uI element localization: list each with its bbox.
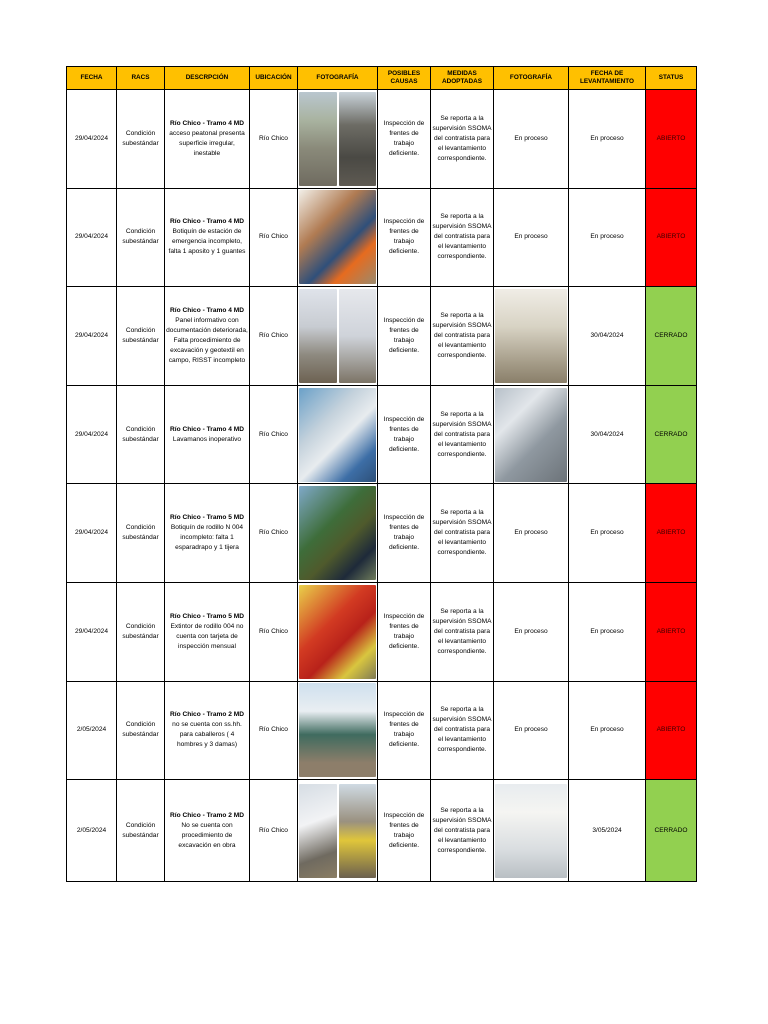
desc-title: Río Chico - Tramo 2 MD (169, 711, 244, 719)
evidence-photo (299, 683, 376, 777)
cell-fecha-levantamiento: 3/05/2024 (569, 780, 646, 882)
cell-fecha-levantamiento: 30/04/2024 (569, 385, 646, 484)
cell-fotografia (298, 385, 378, 484)
cell-fecha-levantamiento: En proceso (569, 90, 646, 189)
evidence-photo (299, 784, 337, 878)
cell-medidas: Se reporta a la supervisión SSOMA del contratista para el levantamiento correspondiente. (431, 188, 494, 287)
cell-fotografia (298, 287, 378, 386)
header-ubicacion: UBICACIÓN (250, 67, 298, 90)
closure-photo (495, 388, 567, 482)
evidence-photo (339, 289, 377, 383)
cell-descripcion (165, 90, 250, 189)
table-row (67, 780, 697, 882)
header-fotografia-levantamiento: FOTOGRAFÍA (494, 67, 569, 90)
cell-fecha: 2/05/2024 (67, 681, 117, 780)
cell-fotografia-levantamiento (494, 582, 569, 681)
status-badge: ABIERTO (646, 90, 697, 189)
cell-fecha-levantamiento: En proceso (569, 484, 646, 583)
desc-title: Río Chico - Tramo 4 MD (169, 306, 244, 314)
cell-causas: Inspección de frentes de trabajo deficiente. (378, 681, 431, 780)
cell-fotografia (298, 681, 378, 780)
cell-ubicacion: Río Chico (250, 287, 298, 386)
cell-ubicacion: Río Chico (250, 780, 298, 882)
cell-ubicacion: Río Chico (250, 484, 298, 583)
cell-causas: Inspección de frentes de trabajo deficiente. (378, 582, 431, 681)
evidence-photo (339, 784, 377, 878)
cell-causas: Inspección de frentes de trabajo deficiente. (378, 90, 431, 189)
desc-text: Botiquín de rodillo N 004 incompleto: falta 1 esparadrapo y 1 tijera (170, 524, 244, 552)
cell-fotografia (298, 90, 378, 189)
status-badge: CERRADO (646, 287, 697, 386)
cell-racs: Condición subestándar (117, 90, 165, 189)
header-fecha-levantamiento: FECHA DE LEVANTAMIENTO (569, 67, 646, 90)
status-badge: ABIERTO (646, 484, 697, 583)
cell-fotografia-levantamiento (494, 90, 569, 189)
cell-ubicacion: Río Chico (250, 385, 298, 484)
status-badge: CERRADO (646, 780, 697, 882)
cell-fotografia-levantamiento (494, 484, 569, 583)
cell-medidas: Se reporta a la supervisión SSOMA del contratista para el levantamiento correspondiente. (431, 582, 494, 681)
cell-causas: Inspección de frentes de trabajo deficiente. (378, 484, 431, 583)
cell-fecha-levantamiento: 30/04/2024 (569, 287, 646, 386)
cell-medidas: Se reporta a la supervisión SSOMA del contratista para el levantamiento correspondiente. (431, 484, 494, 583)
closure-photo (495, 289, 567, 383)
header-fotografia: FOTOGRAFÍA (298, 67, 378, 90)
cell-causas: Inspección de frentes de trabajo deficiente. (378, 780, 431, 882)
desc-title: Río Chico - Tramo 4 MD (169, 218, 244, 226)
table-row (67, 385, 697, 484)
cell-fotografia-levantamiento (494, 385, 569, 484)
header-medidas-adoptadas: MEDIDAS ADOPTADAS (431, 67, 494, 90)
evidence-photo (339, 92, 377, 186)
table-row (67, 188, 697, 287)
desc-title: Río Chico - Tramo 2 MD (169, 811, 244, 819)
foto-levantamiento-text: En proceso (514, 233, 548, 241)
desc-text: Lavamanos inoperativo (172, 435, 242, 443)
cell-fotografia (298, 484, 378, 583)
evidence-photo (299, 289, 337, 383)
desc-title: Río Chico - Tramo 4 MD (169, 119, 244, 127)
desc-text: Panel informativo con documentación deteriorada, Falta procedimiento de excavación y geotextil en campo, RISST incompleto (166, 316, 248, 364)
desc-text: no se cuenta con ss.hh. para caballeros ( 4 hombres y 3 damas) (172, 721, 242, 749)
table-row (67, 90, 697, 189)
desc-title: Río Chico - Tramo 5 MD (169, 514, 244, 522)
cell-fotografia-levantamiento (494, 287, 569, 386)
desc-text: acceso peatonal presenta superficie irregular, inestable (169, 129, 245, 157)
header-fecha: FECHA (67, 67, 117, 90)
table-row (67, 681, 697, 780)
cell-causas: Inspección de frentes de trabajo deficiente. (378, 188, 431, 287)
cell-descripcion (165, 385, 250, 484)
cell-fotografia-levantamiento (494, 188, 569, 287)
cell-fecha: 2/05/2024 (67, 780, 117, 882)
cell-fotografia-levantamiento (494, 681, 569, 780)
cell-fecha: 29/04/2024 (67, 188, 117, 287)
cell-medidas: Se reporta a la supervisión SSOMA del contratista para el levantamiento correspondiente. (431, 385, 494, 484)
cell-ubicacion: Río Chico (250, 188, 298, 287)
cell-descripcion (165, 681, 250, 780)
header-status: STATUS (646, 67, 697, 90)
foto-levantamiento-text: En proceso (514, 627, 548, 635)
cell-causas: Inspección de frentes de trabajo deficiente. (378, 385, 431, 484)
evidence-photo (299, 92, 337, 186)
status-badge: ABIERTO (646, 188, 697, 287)
table-row (67, 287, 697, 386)
racs-table (66, 66, 697, 882)
cell-racs: Condición subestándar (117, 385, 165, 484)
status-badge: ABIERTO (646, 681, 697, 780)
cell-racs: Condición subestándar (117, 287, 165, 386)
cell-fecha: 29/04/2024 (67, 582, 117, 681)
cell-causas: Inspección de frentes de trabajo deficiente. (378, 287, 431, 386)
evidence-photo (299, 190, 376, 284)
cell-fotografia-levantamiento (494, 780, 569, 882)
cell-fotografia (298, 582, 378, 681)
evidence-photo (299, 486, 376, 580)
cell-racs: Condición subestándar (117, 582, 165, 681)
header-racs: RACS (117, 67, 165, 90)
cell-ubicacion: Río Chico (250, 681, 298, 780)
header-posibles-causas: POSIBLES CAUSAS (378, 67, 431, 90)
cell-medidas: Se reporta a la supervisión SSOMA del contratista para el levantamiento correspondiente. (431, 287, 494, 386)
closure-photo (495, 784, 567, 878)
cell-racs: Condición subestándar (117, 484, 165, 583)
cell-descripcion (165, 287, 250, 386)
cell-fecha: 29/04/2024 (67, 385, 117, 484)
desc-text: No se cuenta con procedimiento de excavación en obra (178, 821, 236, 849)
cell-fotografia (298, 780, 378, 882)
status-badge: CERRADO (646, 385, 697, 484)
cell-fecha: 29/04/2024 (67, 484, 117, 583)
foto-levantamiento-text: En proceso (514, 529, 548, 537)
evidence-photo (299, 585, 376, 679)
cell-fecha-levantamiento: En proceso (569, 681, 646, 780)
desc-text: Botiquín de estación de emergencia incompleto, falta 1 aposito y 1 guantes (168, 228, 246, 256)
cell-medidas: Se reporta a la supervisión SSOMA del contratista para el levantamiento correspondiente. (431, 780, 494, 882)
cell-ubicacion: Río Chico (250, 582, 298, 681)
cell-racs: Condición subestándar (117, 188, 165, 287)
desc-text: Extintor de rodillo 004 no cuenta con tarjeta de inspección mensual (170, 622, 244, 650)
cell-medidas: Se reporta a la supervisión SSOMA del contratista para el levantamiento correspondiente. (431, 681, 494, 780)
status-badge: ABIERTO (646, 582, 697, 681)
cell-descripcion (165, 582, 250, 681)
cell-racs: Condición subestándar (117, 681, 165, 780)
table-row (67, 484, 697, 583)
cell-descripcion (165, 484, 250, 583)
desc-title: Río Chico - Tramo 4 MD (169, 425, 244, 433)
cell-descripcion (165, 780, 250, 882)
cell-fecha: 29/04/2024 (67, 90, 117, 189)
header-descripcion: DESCRPCIÓN (165, 67, 250, 90)
cell-fotografia (298, 188, 378, 287)
cell-racs: Condición subestándar (117, 780, 165, 882)
cell-descripcion (165, 188, 250, 287)
header-row (67, 67, 697, 90)
evidence-photo (299, 388, 376, 482)
foto-levantamiento-text: En proceso (514, 726, 548, 734)
table-row (67, 582, 697, 681)
foto-levantamiento-text: En proceso (514, 134, 548, 142)
cell-ubicacion: Río Chico (250, 90, 298, 189)
cell-medidas: Se reporta a la supervisión SSOMA del contratista para el levantamiento correspondiente. (431, 90, 494, 189)
desc-title: Río Chico - Tramo 5 MD (169, 612, 244, 620)
cell-fecha-levantamiento: En proceso (569, 582, 646, 681)
cell-fecha-levantamiento: En proceso (569, 188, 646, 287)
cell-fecha: 29/04/2024 (67, 287, 117, 386)
